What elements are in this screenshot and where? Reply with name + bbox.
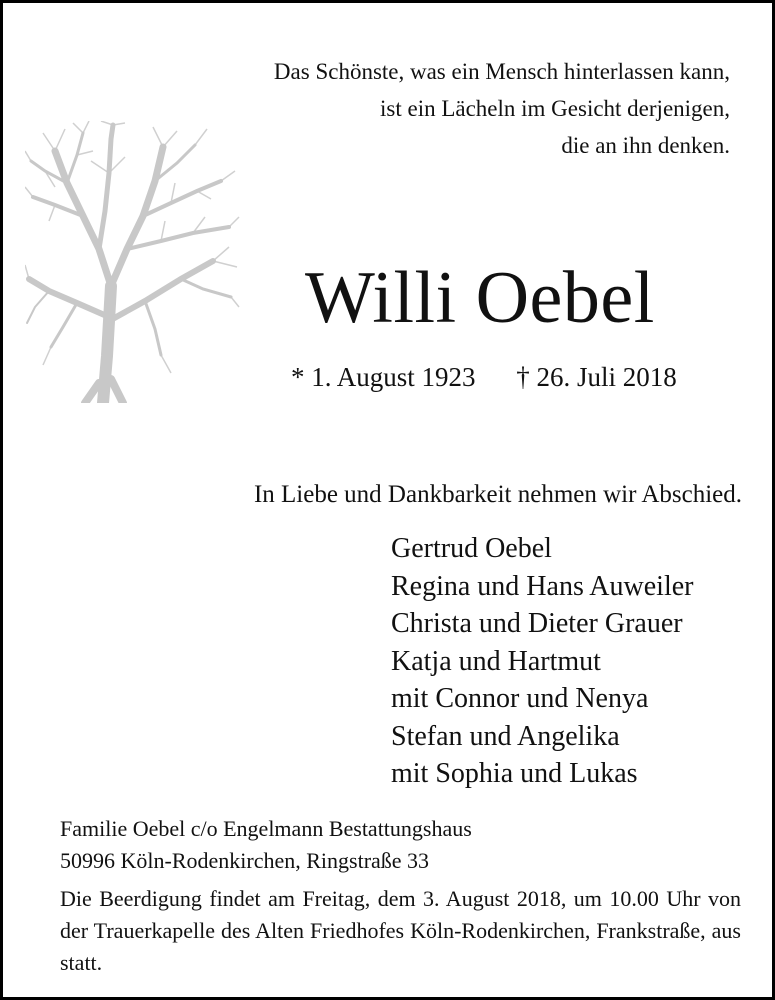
farewell-text: In Liebe und Dankbarkeit nehmen wir Abschied. xyxy=(253,481,742,508)
address-line: Familie Oebel c/o Engelmann Bestattungshaus xyxy=(60,816,472,841)
family-list xyxy=(391,530,694,793)
family-member: mit Sophia und Lukas xyxy=(391,758,638,789)
quote-line: ist ein Lächeln im Gesicht derjenigen, xyxy=(380,96,730,121)
deceased-name: Willi Oebel xyxy=(305,257,655,339)
family-member: Gertrud Oebel xyxy=(391,533,552,564)
contact-address xyxy=(60,813,472,877)
family-member: Christa und Dieter Grauer xyxy=(391,608,683,639)
tree-illustration-icon xyxy=(25,121,240,403)
funeral-details: Die Beerdigung findet am Freitag, dem 3. August 2018, um 10.00 Uhr von der Trauerkapelle des Alten Friedhofes Köln-Rodenkirchen, Frankstraße, aus statt. xyxy=(60,886,741,975)
life-dates xyxy=(291,359,677,395)
family-member: Regina und Hans Auweiler xyxy=(391,570,694,602)
death-date: † 26. Juli 2018 xyxy=(516,362,677,392)
quote-line: die an ihn denken. xyxy=(561,133,730,158)
address-line: 50996 Köln-Rodenkirchen, Ringstraße 33 xyxy=(60,848,430,873)
birth-date: * 1. August 1923 xyxy=(291,362,476,392)
quote-line: Das Schönste, was ein Mensch hinterlassen kann, xyxy=(273,59,730,84)
family-member: mit Connor und Nenya xyxy=(391,683,649,714)
memorial-quote xyxy=(274,53,730,164)
family-member: Katja und Hartmut xyxy=(391,645,601,677)
family-member: Stefan und Angelika xyxy=(391,720,620,752)
